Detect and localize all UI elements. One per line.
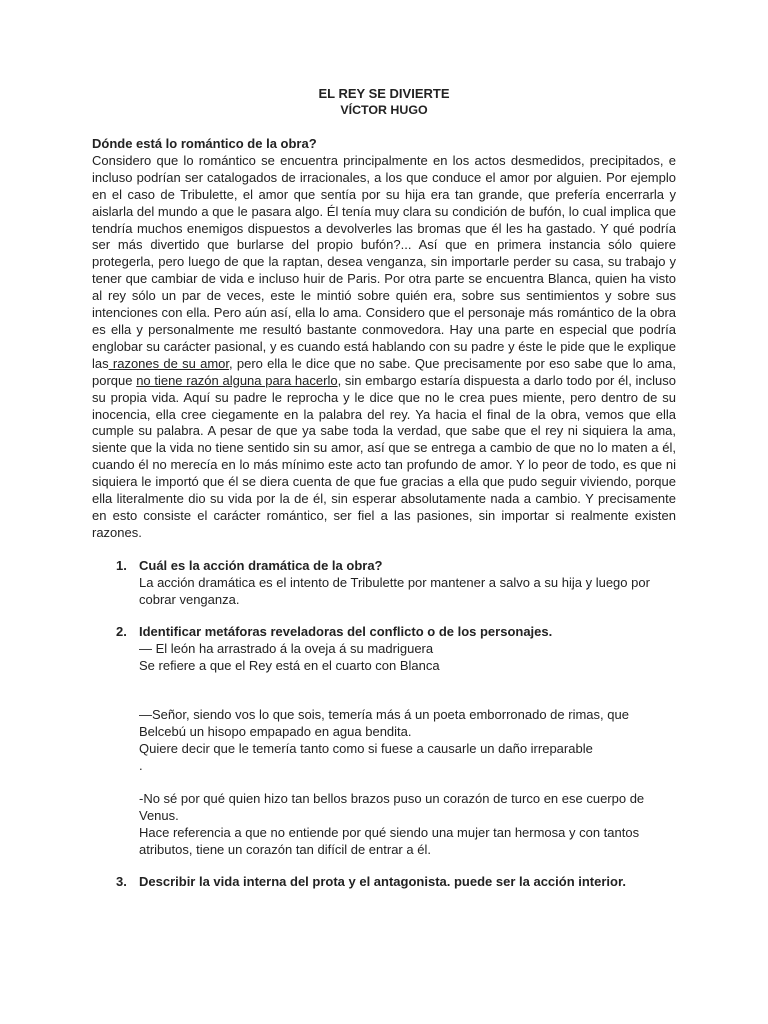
- list-number: 1.: [116, 557, 127, 573]
- document-title: EL REY SE DIVIERTE: [318, 86, 450, 101]
- underlined-phrase-razones: razones de su amor: [108, 355, 230, 371]
- stray-period: .: [139, 757, 143, 773]
- list-item-heading: Describir la vida interna del prota y el antagonista. puede ser la acción interior.: [139, 874, 626, 890]
- spacer: [139, 775, 676, 791]
- paragraph-part-a: Considero que lo romántico se encuentra principalmente en los actos desmedidos, precipitados, e incluso podrían ser catalogados de irracionales, a los que conduce el amor por alguien. Por ejemplo en el caso de Tribulette, el amor que sentía por su hija era tan grande, que prefería encerrarla y aislarla del mundo a que le pasara algo. Él tenía muy clara su condición de bufón, lo cual implica que tendría muchos enemigos dispuestos a devolverles las bromas que él les ha gastado. Y qué podría ser más divertido que burlarse del propio bufón?... Así que en primera instancia sólo quiere protegerla, pero luego de que la raptan, desea venganza, sin importarle perder su casa, su trabajo y tener que cambiar de vida e incluso huir de Paris. Por otra parte se encuentra Blanca, quien ha visto al rey sólo un par de veces, este le mintió sobre quién era, sobre sus sentimientos y sobre sus intenciones con ella. Pero aún así, ella lo ama. Considero que el personaje más romántico de la obra es ella y personalmente me resultó bastante conmovedora. Hay una parte en especial que podría englobar su carácter pasional, y es cuando está hablando con su padre y éste le pide que le explique las: [92, 152, 676, 371]
- main-paragraph: [92, 153, 676, 542]
- metaphor-explanation: Quiere decir que le temería tanto como si fuese a causarle un daño irreparable: [139, 741, 593, 756]
- list-item-heading: Identificar metáforas reveladoras del conflicto o de los personajes.: [139, 624, 553, 640]
- metaphor-quote: -No sé por qué quien hizo tan bellos brazos puso un corazón de turco en ese cuerpo de Venus.: [139, 790, 645, 823]
- list-item: [92, 624, 676, 858]
- list-item-text: La acción dramática es el intento de Tribulette por mantener a salvo a su hija y luego por cobrar venganza.: [139, 574, 650, 607]
- underlined-phrase-no-tiene-razon: no tiene razón alguna para hacerlo: [136, 372, 338, 388]
- question-heading: Dónde está lo romántico de la obra?: [92, 136, 317, 151]
- metaphor-explanation: Hace referencia a que no entiende por qué siendo una mujer tan hermosa y con tantos atributos, tiene un corazón tan difícil de entrar a él.: [139, 824, 640, 857]
- document-author: VÍCTOR HUGO: [340, 103, 428, 117]
- list-number: 3.: [116, 874, 127, 890]
- numbered-list: [92, 558, 676, 892]
- list-item: [92, 558, 676, 609]
- list-item-heading: Cuál es la acción dramática de la obra?: [139, 557, 383, 573]
- paragraph-part-b: , pero ella le dice que no sabe. Que precisamente por eso sabe que lo ama, porque: [92, 355, 676, 388]
- list-number: 2.: [116, 624, 127, 640]
- metaphor-quote: — El león ha arrastrado á la oveja á su madriguera: [139, 641, 434, 657]
- list-item: [92, 874, 676, 891]
- paragraph-part-c: , sin embargo estaría dispuesta a darlo todo por él, incluso su propia vida. Aquí su padre le reprocha y le dice que no le crea pues miente, pero dentro de su inocencia, ella cree ciegamente en la palabra del rey. Ya hacia el final de la obra, vemos que ella cumple su palabra. A pesar de que ya sabe toda la verdad, que sabe que el rey ni siquiera la ama, siente que la vida no tiene sentido sin su amor, así que se entrega a cambio de que no lo maten a él, cuando él no merecía en lo más mínimo este acto tan profundo de amor. Y lo peor de todo, es que ni siquiera le importó que él se diera cuenta de que fue gracias a ella que pudo seguir viviendo, porque ella literalmente dio su vida por la de él, sin esperar absolutamente nada a cambio. Y precisamente en esto consiste el carácter romántico, ser fiel a las pasiones, sin importar si realmente existen razones.: [92, 372, 676, 540]
- metaphor-explanation: Se refiere a que el Rey está en el cuarto con Blanca: [139, 658, 440, 674]
- metaphor-quote: —Señor, siendo vos lo que sois, temería más á un poeta emborronado de rimas, que Belcebú un hisopo empapado en agua bendita.: [139, 707, 629, 740]
- spacer: [139, 675, 676, 707]
